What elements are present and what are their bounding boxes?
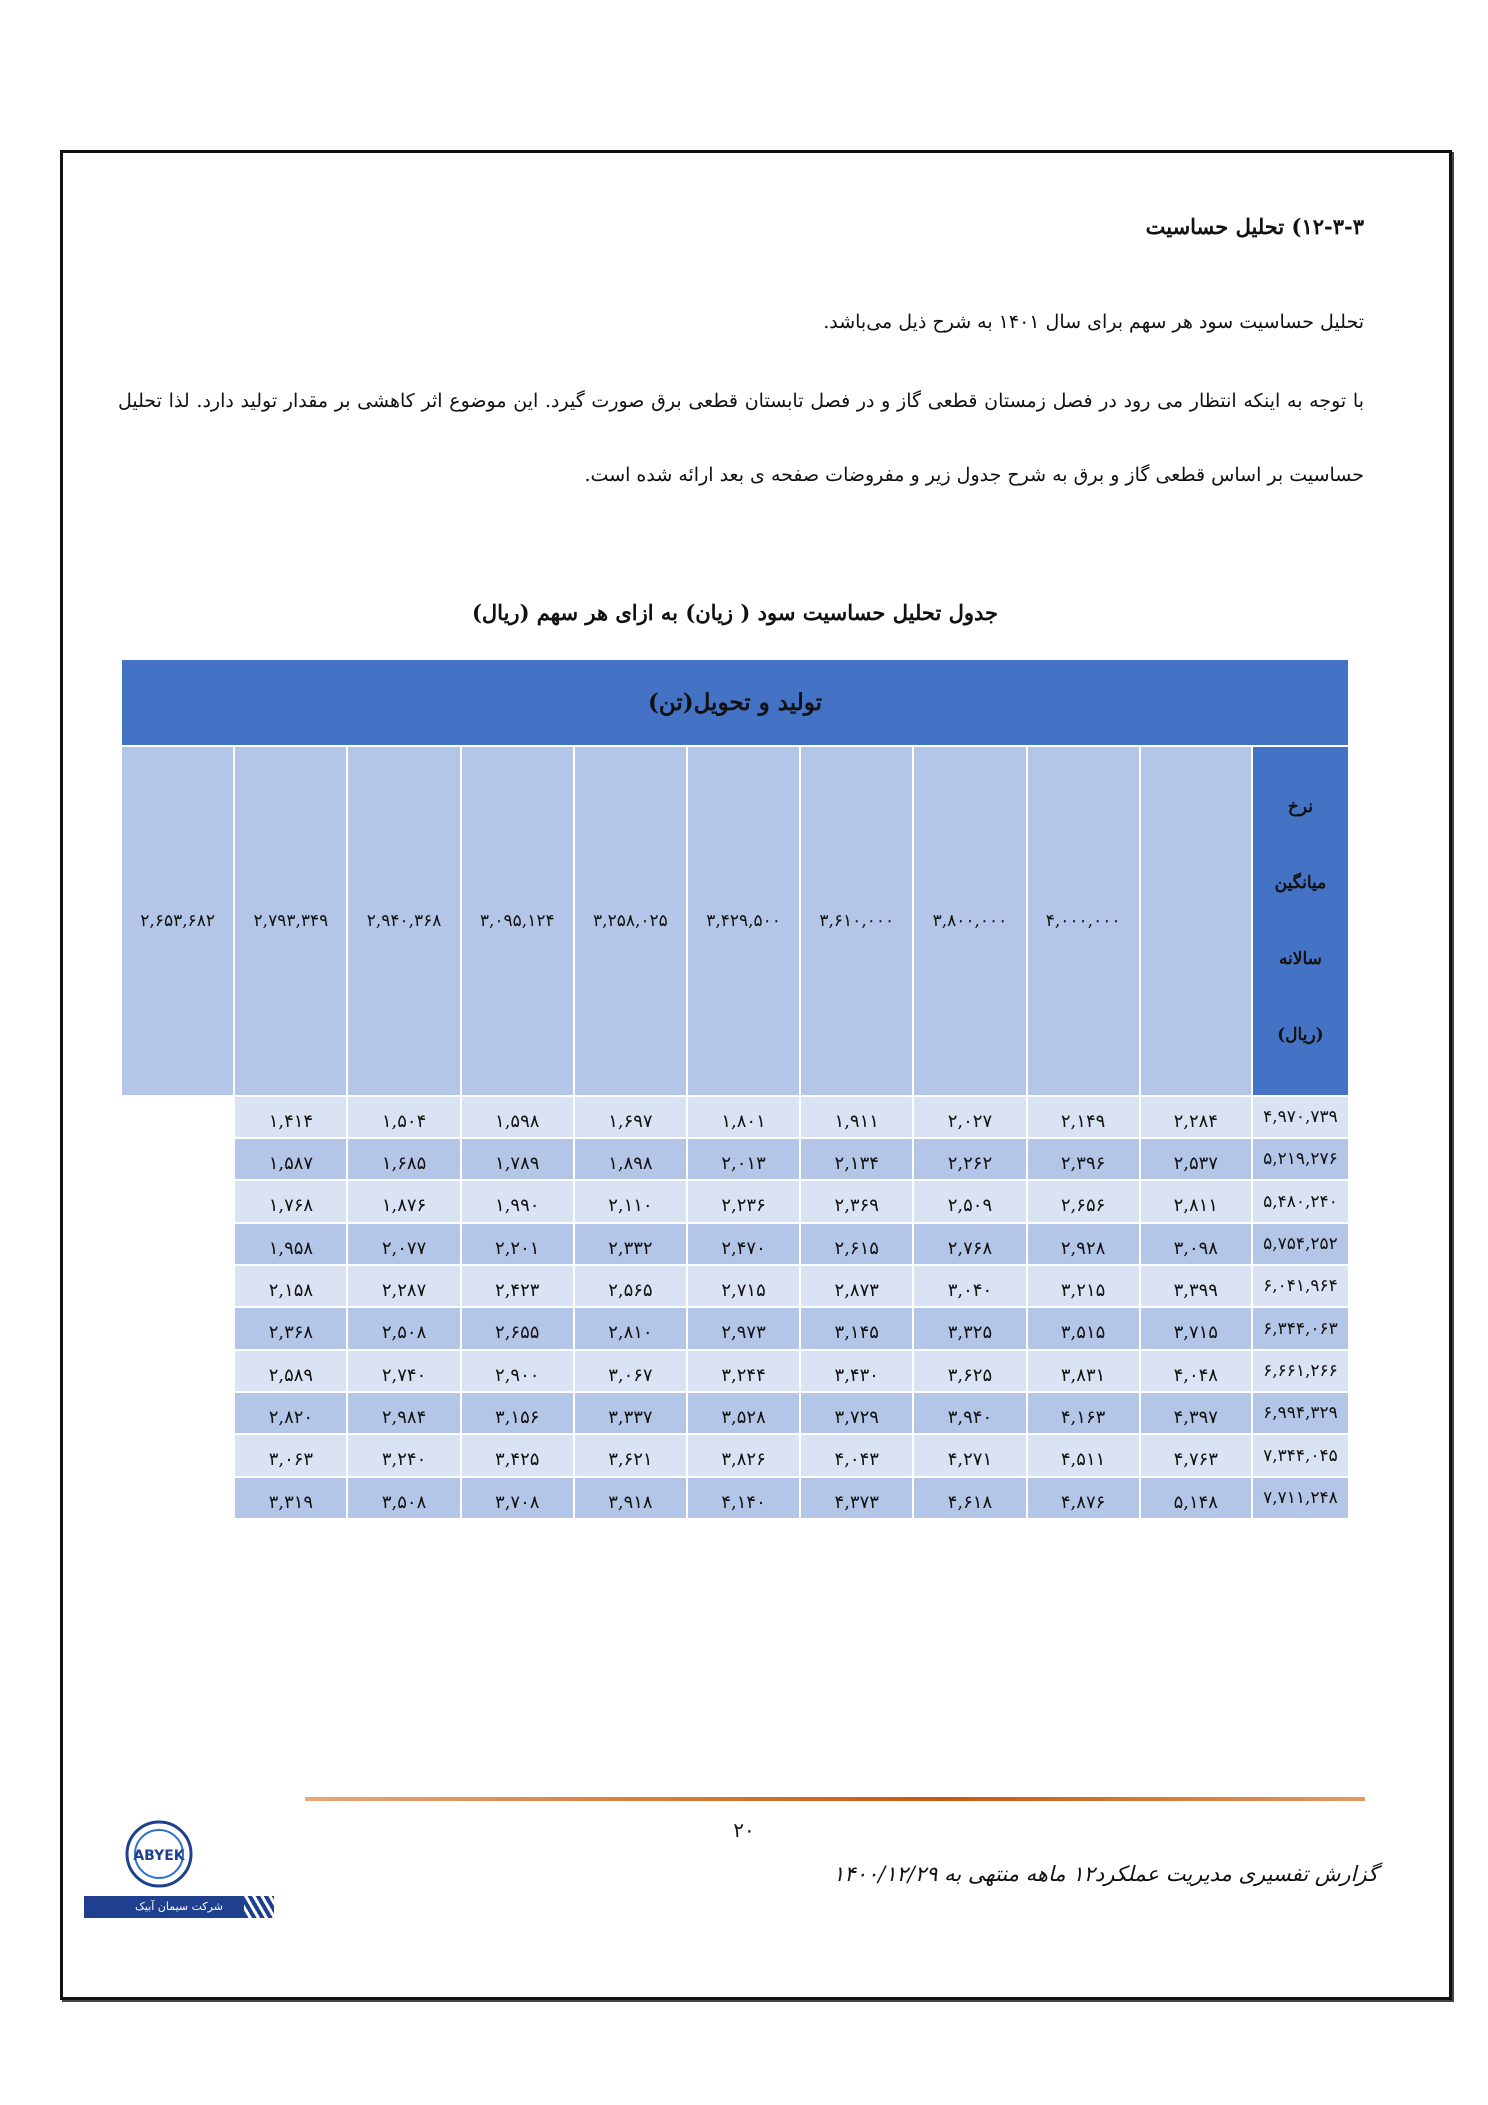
table-cell: ۱,۷۶۸: [234, 1180, 347, 1222]
table-cell: ۳,۸۳۱: [1027, 1350, 1140, 1392]
column-header-cell: ۳,۶۱۰,۰۰۰: [800, 746, 913, 1096]
table-cell: ۳,۰۶۷: [574, 1350, 687, 1392]
table-cell: ۲,۰۱۳: [687, 1138, 800, 1180]
table-cell: ۲,۶۵۵: [461, 1307, 574, 1349]
corner-cell: [1140, 746, 1252, 1096]
report-footer-title: گزارش تفسیری مدیریت عملکرد۱۲ ماهه منتهی به ۱۴۰۰/۱۲/۲۹: [833, 1862, 1378, 1886]
table-cell: ۴,۶۱۸: [913, 1477, 1026, 1519]
table-cell: ۲,۴۲۳: [461, 1265, 574, 1307]
table-cell: ۲,۷۴۰: [347, 1350, 460, 1392]
table-cell: ۲,۳۳۲: [574, 1223, 687, 1265]
table-cell: ۳,۶۲۵: [913, 1350, 1026, 1392]
table-cell: ۲,۲۰۱: [461, 1223, 574, 1265]
table-cell: ۲,۲۸۷: [347, 1265, 460, 1307]
side-label-line: سالانه: [1278, 948, 1322, 969]
table-cell: ۴,۰۴۸: [1140, 1350, 1252, 1392]
table-row: [121, 1350, 1349, 1392]
table-cell: ۳,۸۲۶: [687, 1434, 800, 1476]
table-cell: ۲,۰۷۷: [347, 1223, 460, 1265]
table-cell: ۴,۳۹۷: [1140, 1392, 1252, 1434]
table-cell: ۱,۵۸۷: [234, 1138, 347, 1180]
side-label-line: نرخ: [1287, 796, 1313, 817]
table-row: [121, 1096, 1349, 1138]
page-number: ۲۰: [733, 1818, 755, 1842]
table-cell: ۱,۶۸۵: [347, 1138, 460, 1180]
explanation-paragraph: با توجه به اینکه انتظار می رود در فصل زمستان قطعی گاز و در فصل تابستان قطعی برق صورت گیرد. این موضوع اثر کاهشی بر مقدار تولید دارد. لذا تحلیل حساسیت بر اساس قطعی گاز و برق به شرح جدول زیر و مفروضات صفحه ی بعد ارائه شده است.: [118, 390, 1364, 486]
table-row: [121, 1138, 1349, 1180]
table-cell: ۲,۵۰۹: [913, 1180, 1026, 1222]
rate-row-label: ۶,۳۴۴,۰۶۳: [1252, 1307, 1349, 1349]
table-cell: ۲,۳۶۸: [234, 1307, 347, 1349]
table-cell: ۱,۷۸۹: [461, 1138, 574, 1180]
table-cell: ۳,۵۰۸: [347, 1477, 460, 1519]
table-cell: ۲,۹۰۰: [461, 1350, 574, 1392]
table-cell: ۳,۹۴۰: [913, 1392, 1026, 1434]
table-cell: ۲,۳۹۶: [1027, 1138, 1140, 1180]
rate-row-label: ۵,۴۸۰,۲۴۰: [1252, 1180, 1349, 1222]
table-cell: ۳,۷۱۵: [1140, 1307, 1252, 1349]
table-cell: ۱,۹۱۱: [800, 1096, 913, 1138]
company-name: شرکت سیمان آبیک: [84, 1896, 274, 1918]
rate-side-label: [1252, 746, 1349, 1096]
table-cell: ۲,۸۷۳: [800, 1265, 913, 1307]
table-cell: ۱,۵۹۸: [461, 1096, 574, 1138]
table-cell: ۳,۲۴۴: [687, 1350, 800, 1392]
table-cell: ۳,۶۲۱: [574, 1434, 687, 1476]
table-cell: ۳,۰۹۸: [1140, 1223, 1252, 1265]
footer-rule: [305, 1797, 1365, 1801]
table-cell: ۲,۵۸۹: [234, 1350, 347, 1392]
table-cell: ۳,۰۴۰: [913, 1265, 1026, 1307]
table-cell: ۲,۱۵۸: [234, 1265, 347, 1307]
table-cell: ۲,۵۰۸: [347, 1307, 460, 1349]
table-title: جدول تحلیل حساسیت سود ( زیان) به ازای هر سهم (ریال): [471, 600, 999, 625]
table-cell: ۲,۹۸۴: [347, 1392, 460, 1434]
rate-row-label: ۴,۹۷۰,۷۳۹: [1252, 1096, 1349, 1138]
table-cell: ۲,۶۵۶: [1027, 1180, 1140, 1222]
table-cell: ۴,۷۶۳: [1140, 1434, 1252, 1476]
table-cell: ۲,۶۱۵: [800, 1223, 913, 1265]
table-row: [121, 1477, 1349, 1519]
table-cell: ۲,۲۸۴: [1140, 1096, 1252, 1138]
column-header-row: [121, 746, 1349, 1096]
column-header-cell: ۳,۲۵۸,۰۲۵: [574, 746, 687, 1096]
table-cell: ۵,۱۴۸: [1140, 1477, 1252, 1519]
table-cell: ۲,۷۶۸: [913, 1223, 1026, 1265]
company-logo: [84, 1810, 274, 1918]
table-cell: ۳,۳۱۹: [234, 1477, 347, 1519]
table-cell: ۳,۳۲۵: [913, 1307, 1026, 1349]
table-cell: ۳,۲۴۰: [347, 1434, 460, 1476]
production-band-header: تولید و تحویل(تن): [121, 659, 1349, 746]
table-row: [121, 1434, 1349, 1476]
table-cell: ۱,۵۰۴: [347, 1096, 460, 1138]
table-cell: ۳,۵۲۸: [687, 1392, 800, 1434]
table-cell: ۲,۴۷۰: [687, 1223, 800, 1265]
table-cell: ۱,۸۹۸: [574, 1138, 687, 1180]
column-header-cell: ۲,۶۵۳,۶۸۲: [121, 746, 234, 1096]
column-header-cell: ۲,۷۹۳,۳۴۹: [234, 746, 347, 1096]
logo-wordmark: ABYEK: [133, 1848, 185, 1864]
column-header-cell: ۲,۹۴۰,۳۶۸: [347, 746, 460, 1096]
table-cell: ۲,۸۱۰: [574, 1307, 687, 1349]
table-row: [121, 1223, 1349, 1265]
table-cell: ۴,۱۴۰: [687, 1477, 800, 1519]
table-cell: ۱,۸۷۶: [347, 1180, 460, 1222]
table-cell: ۲,۲۶۲: [913, 1138, 1026, 1180]
rate-row-label: ۷,۷۱۱,۲۴۸: [1252, 1477, 1349, 1519]
table-cell: ۴,۳۷۳: [800, 1477, 913, 1519]
table-cell: ۳,۰۶۳: [234, 1434, 347, 1476]
table-cell: ۴,۵۱۱: [1027, 1434, 1140, 1476]
table-cell: ۳,۲۱۵: [1027, 1265, 1140, 1307]
table-cell: ۲,۲۳۶: [687, 1180, 800, 1222]
column-header-cell: ۴,۰۰۰,۰۰۰: [1027, 746, 1140, 1096]
rate-row-label: ۷,۳۴۴,۰۴۵: [1252, 1434, 1349, 1476]
table-row: [121, 1180, 1349, 1222]
intro-paragraph: تحلیل حساسیت سود هر سهم برای سال ۱۴۰۱ به شرح ذیل می‌باشد.: [823, 311, 1364, 333]
table-cell: ۳,۴۲۵: [461, 1434, 574, 1476]
table-cell: ۳,۷۲۹: [800, 1392, 913, 1434]
column-header-cell: ۳,۴۲۹,۵۰۰: [687, 746, 800, 1096]
table-cell: ۲,۹۲۸: [1027, 1223, 1140, 1265]
table-cell: ۳,۳۳۷: [574, 1392, 687, 1434]
side-label-line: (ریال): [1277, 1024, 1324, 1045]
table-cell: ۳,۵۱۵: [1027, 1307, 1140, 1349]
table-cell: ۲,۸۱۱: [1140, 1180, 1252, 1222]
table-cell: ۲,۱۱۰: [574, 1180, 687, 1222]
table-cell: ۳,۳۹۹: [1140, 1265, 1252, 1307]
table-cell: ۲,۹۷۳: [687, 1307, 800, 1349]
table-cell: ۱,۴۱۴: [234, 1096, 347, 1138]
rate-row-label: ۵,۲۱۹,۲۷۶: [1252, 1138, 1349, 1180]
rate-row-label: ۶,۶۶۱,۲۶۶: [1252, 1350, 1349, 1392]
sensitivity-table: [120, 658, 1350, 1520]
table-cell: ۲,۵۳۷: [1140, 1138, 1252, 1180]
table-cell: ۳,۷۰۸: [461, 1477, 574, 1519]
table-cell: ۲,۱۳۴: [800, 1138, 913, 1180]
section-heading: ۱۲-۳-۳) تحلیل حساسیت: [1145, 214, 1364, 239]
table-cell: ۴,۸۷۶: [1027, 1477, 1140, 1519]
rate-row-label: ۵,۷۵۴,۲۵۲: [1252, 1223, 1349, 1265]
side-label-line: میانگین: [1274, 872, 1327, 893]
table-cell: ۳,۹۱۸: [574, 1477, 687, 1519]
table-cell: ۴,۲۷۱: [913, 1434, 1026, 1476]
table-cell: ۱,۹۹۰: [461, 1180, 574, 1222]
column-header-cell: ۳,۰۹۵,۱۲۴: [461, 746, 574, 1096]
table-cell: ۲,۱۴۹: [1027, 1096, 1140, 1138]
table-row: [121, 1392, 1349, 1434]
table-cell: ۳,۴۳۰: [800, 1350, 913, 1392]
table-cell: ۲,۰۲۷: [913, 1096, 1026, 1138]
table-cell: ۴,۱۶۳: [1027, 1392, 1140, 1434]
table-row: [121, 1265, 1349, 1307]
table-cell: ۲,۳۶۹: [800, 1180, 913, 1222]
column-header-cell: ۳,۸۰۰,۰۰۰: [913, 746, 1026, 1096]
table-cell: ۲,۵۶۵: [574, 1265, 687, 1307]
table-cell: ۱,۶۹۷: [574, 1096, 687, 1138]
table-cell: ۲,۸۲۰: [234, 1392, 347, 1434]
rate-row-label: ۶,۰۴۱,۹۶۴: [1252, 1265, 1349, 1307]
table-cell: ۲,۷۱۵: [687, 1265, 800, 1307]
table-row: [121, 1307, 1349, 1349]
table-cell: ۴,۰۴۳: [800, 1434, 913, 1476]
table-cell: ۱,۸۰۱: [687, 1096, 800, 1138]
rate-row-label: ۶,۹۹۴,۳۲۹: [1252, 1392, 1349, 1434]
table-cell: ۱,۹۵۸: [234, 1223, 347, 1265]
table-cell: ۳,۱۴۵: [800, 1307, 913, 1349]
table-cell: ۳,۱۵۶: [461, 1392, 574, 1434]
logo-stripes: [244, 1896, 274, 1918]
logo-emblem-icon: [84, 1810, 274, 1896]
